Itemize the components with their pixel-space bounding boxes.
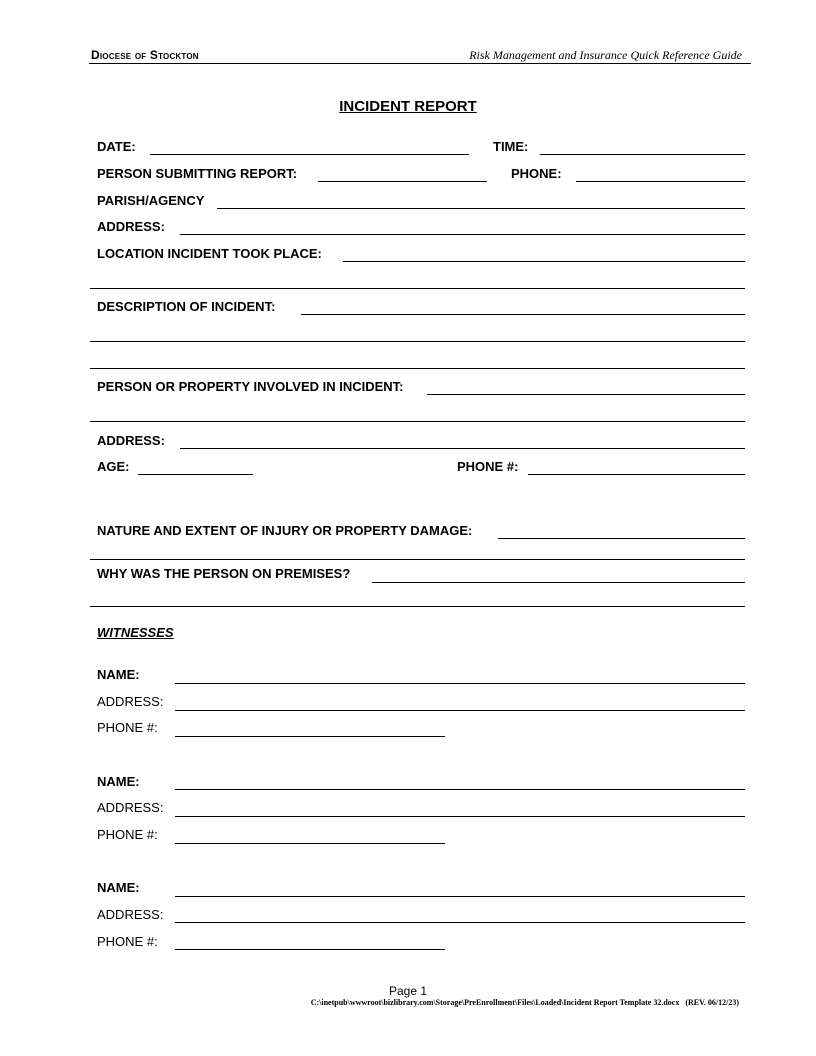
- organization-name: Diocese of Stockton: [91, 48, 199, 62]
- witness-2-name-label: NAME:: [97, 774, 140, 789]
- witness-3-address-field[interactable]: [175, 922, 745, 923]
- why-label: WHY WAS THE PERSON ON PREMISES?: [97, 566, 351, 581]
- location-field[interactable]: [343, 261, 745, 262]
- guide-title: Risk Management and Insurance Quick Reference Guide: [469, 48, 742, 62]
- involved-phone-label: PHONE #:: [457, 459, 519, 474]
- description-field-line-2[interactable]: [90, 341, 745, 342]
- person-submitting-field[interactable]: [318, 181, 487, 182]
- time-field[interactable]: [540, 154, 745, 155]
- witness-1-phone-label: PHONE #:: [97, 720, 158, 735]
- witness-1-address-label: ADDRESS:: [97, 694, 164, 709]
- page-number: Page 1: [388, 984, 428, 998]
- age-field[interactable]: [138, 474, 253, 475]
- involved-address-field[interactable]: [180, 448, 745, 449]
- witness-1-name-label: NAME:: [97, 667, 140, 682]
- description-field-line-3[interactable]: [90, 368, 745, 369]
- why-field[interactable]: [372, 582, 745, 583]
- location-label: LOCATION INCIDENT TOOK PLACE:: [97, 246, 322, 261]
- time-label: TIME:: [493, 139, 529, 154]
- witness-2-address-label: ADDRESS:: [97, 800, 164, 815]
- nature-label: NATURE AND EXTENT OF INJURY OR PROPERTY DAMAGE:: [97, 523, 473, 538]
- witness-3-phone-label: PHONE #:: [97, 934, 158, 949]
- nature-field-continuation[interactable]: [90, 559, 745, 560]
- witnesses-heading: WITNESSES: [97, 625, 174, 640]
- witness-1-phone-field[interactable]: [175, 736, 445, 737]
- description-field[interactable]: [301, 314, 745, 315]
- description-label: DESCRIPTION OF INCIDENT:: [97, 299, 276, 314]
- nature-field[interactable]: [498, 538, 745, 539]
- involved-address-label: ADDRESS:: [97, 433, 165, 448]
- date-label: DATE:: [97, 139, 136, 154]
- parish-agency-field[interactable]: [217, 208, 745, 209]
- header-rule: [89, 63, 751, 64]
- location-field-continuation[interactable]: [90, 288, 745, 289]
- witness-1-name-field[interactable]: [175, 683, 745, 684]
- date-field[interactable]: [150, 154, 469, 155]
- witness-2-name-field[interactable]: [175, 789, 745, 790]
- parish-agency-label: PARISH/AGENCY: [97, 193, 205, 208]
- witness-3-phone-field[interactable]: [175, 949, 445, 950]
- involved-field-continuation[interactable]: [90, 421, 745, 422]
- witness-2-phone-field[interactable]: [175, 843, 445, 844]
- phone-field[interactable]: [576, 181, 745, 182]
- age-label: AGE:: [97, 459, 130, 474]
- file-path-text: C:\inetpub\wwwroot\bizlibrary.com\Storage\PreEnrollment\Files\Loaded\Incident Report Template 32.docx: [310, 998, 680, 1007]
- person-submitting-label: PERSON SUBMITTING REPORT:: [97, 166, 298, 181]
- phone-label: PHONE:: [511, 166, 562, 181]
- page-title: INCIDENT REPORT: [339, 98, 477, 115]
- witness-1-address-field[interactable]: [175, 710, 745, 711]
- involved-field[interactable]: [427, 394, 745, 395]
- why-field-continuation[interactable]: [90, 606, 745, 607]
- witness-3-name-label: NAME:: [97, 880, 140, 895]
- address-label: ADDRESS:: [97, 219, 165, 234]
- address-field[interactable]: [180, 234, 745, 235]
- revision-date: (REV. 06/12/23): [685, 998, 739, 1007]
- witness-3-address-label: ADDRESS:: [97, 907, 164, 922]
- involved-label: PERSON OR PROPERTY INVOLVED IN INCIDENT:: [97, 379, 404, 394]
- file-path: [311, 998, 739, 1007]
- involved-phone-field[interactable]: [528, 474, 745, 475]
- witness-2-address-field[interactable]: [175, 816, 745, 817]
- witness-3-name-field[interactable]: [175, 896, 745, 897]
- witness-2-phone-label: PHONE #:: [97, 827, 158, 842]
